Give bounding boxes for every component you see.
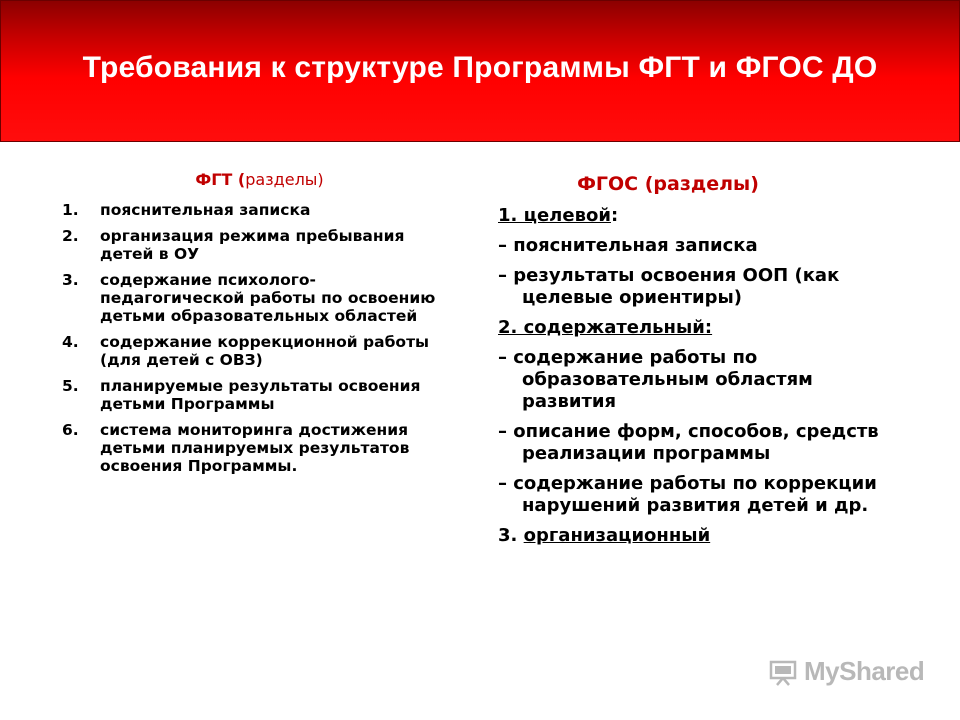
fgt-item-number: 5.	[62, 377, 79, 395]
fgos-bullet: – содержание работы по образовательным областям развития	[498, 347, 813, 412]
slide-title: Требования к структуре Программы ФГТ и ФГОС ДО	[82, 51, 878, 84]
fgt-heading-main: ФГТ (	[195, 170, 246, 189]
fgos-section-3-label: организационный	[523, 525, 711, 546]
fgos-section-3-number: 3.	[498, 525, 524, 546]
fgt-item-text: система мониторинга достижения детьми планируемых результатов освоения Программы.	[100, 421, 410, 475]
myshared-watermark	[768, 656, 924, 687]
fgos-bullet: – описание форм, способов, средств реализации программы	[498, 421, 879, 464]
fgt-item-number: 4.	[62, 333, 79, 351]
fgt-column	[62, 170, 482, 483]
fgt-list-item	[62, 377, 436, 413]
fgt-item-text: планируемые результаты освоения детьми Программы	[100, 377, 421, 413]
fgt-item-text: содержание коррекционной работы (для детей с ОВЗ)	[100, 333, 430, 369]
fgt-heading-paren: разделы)	[245, 170, 324, 189]
fgos-section-3	[498, 525, 918, 547]
fgt-heading	[62, 170, 457, 189]
fgos-section-2-label: 2. содержательный:	[498, 317, 713, 338]
fgos-section-1-colon: :	[610, 205, 619, 226]
fgt-item-text: организация режима пребывания детей в ОУ	[100, 227, 405, 263]
fgt-list-item	[62, 227, 436, 263]
fgt-item-number: 2.	[62, 227, 79, 245]
fgos-section-1	[498, 205, 918, 227]
watermark-text: MyShared	[804, 656, 925, 686]
fgt-list-item	[62, 271, 436, 325]
fgt-list-item	[62, 421, 436, 475]
fgt-item-number: 3.	[62, 271, 79, 289]
fgos-section-2	[498, 317, 918, 339]
fgos-bullet: – результаты освоения ООП (как целевые ориентиры)	[498, 265, 840, 308]
presentation-board-icon	[768, 657, 798, 687]
fgos-bullet: – пояснительная записка	[498, 235, 758, 256]
fgos-column	[498, 173, 918, 555]
fgt-list-item	[62, 201, 436, 219]
fgos-heading: ФГОС (разделы)	[577, 173, 759, 195]
fgt-item-number: 6.	[62, 421, 79, 439]
fgt-item-text: пояснительная записка	[100, 201, 311, 219]
fgos-section-1-label: 1. целевой	[498, 205, 611, 226]
fgt-item-number: 1.	[62, 201, 79, 219]
fgt-item-text: содержание психолого-педагогической работы по освоению детьми образовательных областей	[100, 271, 436, 325]
fgt-list-item	[62, 333, 436, 369]
fgos-bullet: – содержание работы по коррекции нарушений развития детей и др.	[498, 473, 877, 516]
fgt-list	[62, 201, 482, 475]
